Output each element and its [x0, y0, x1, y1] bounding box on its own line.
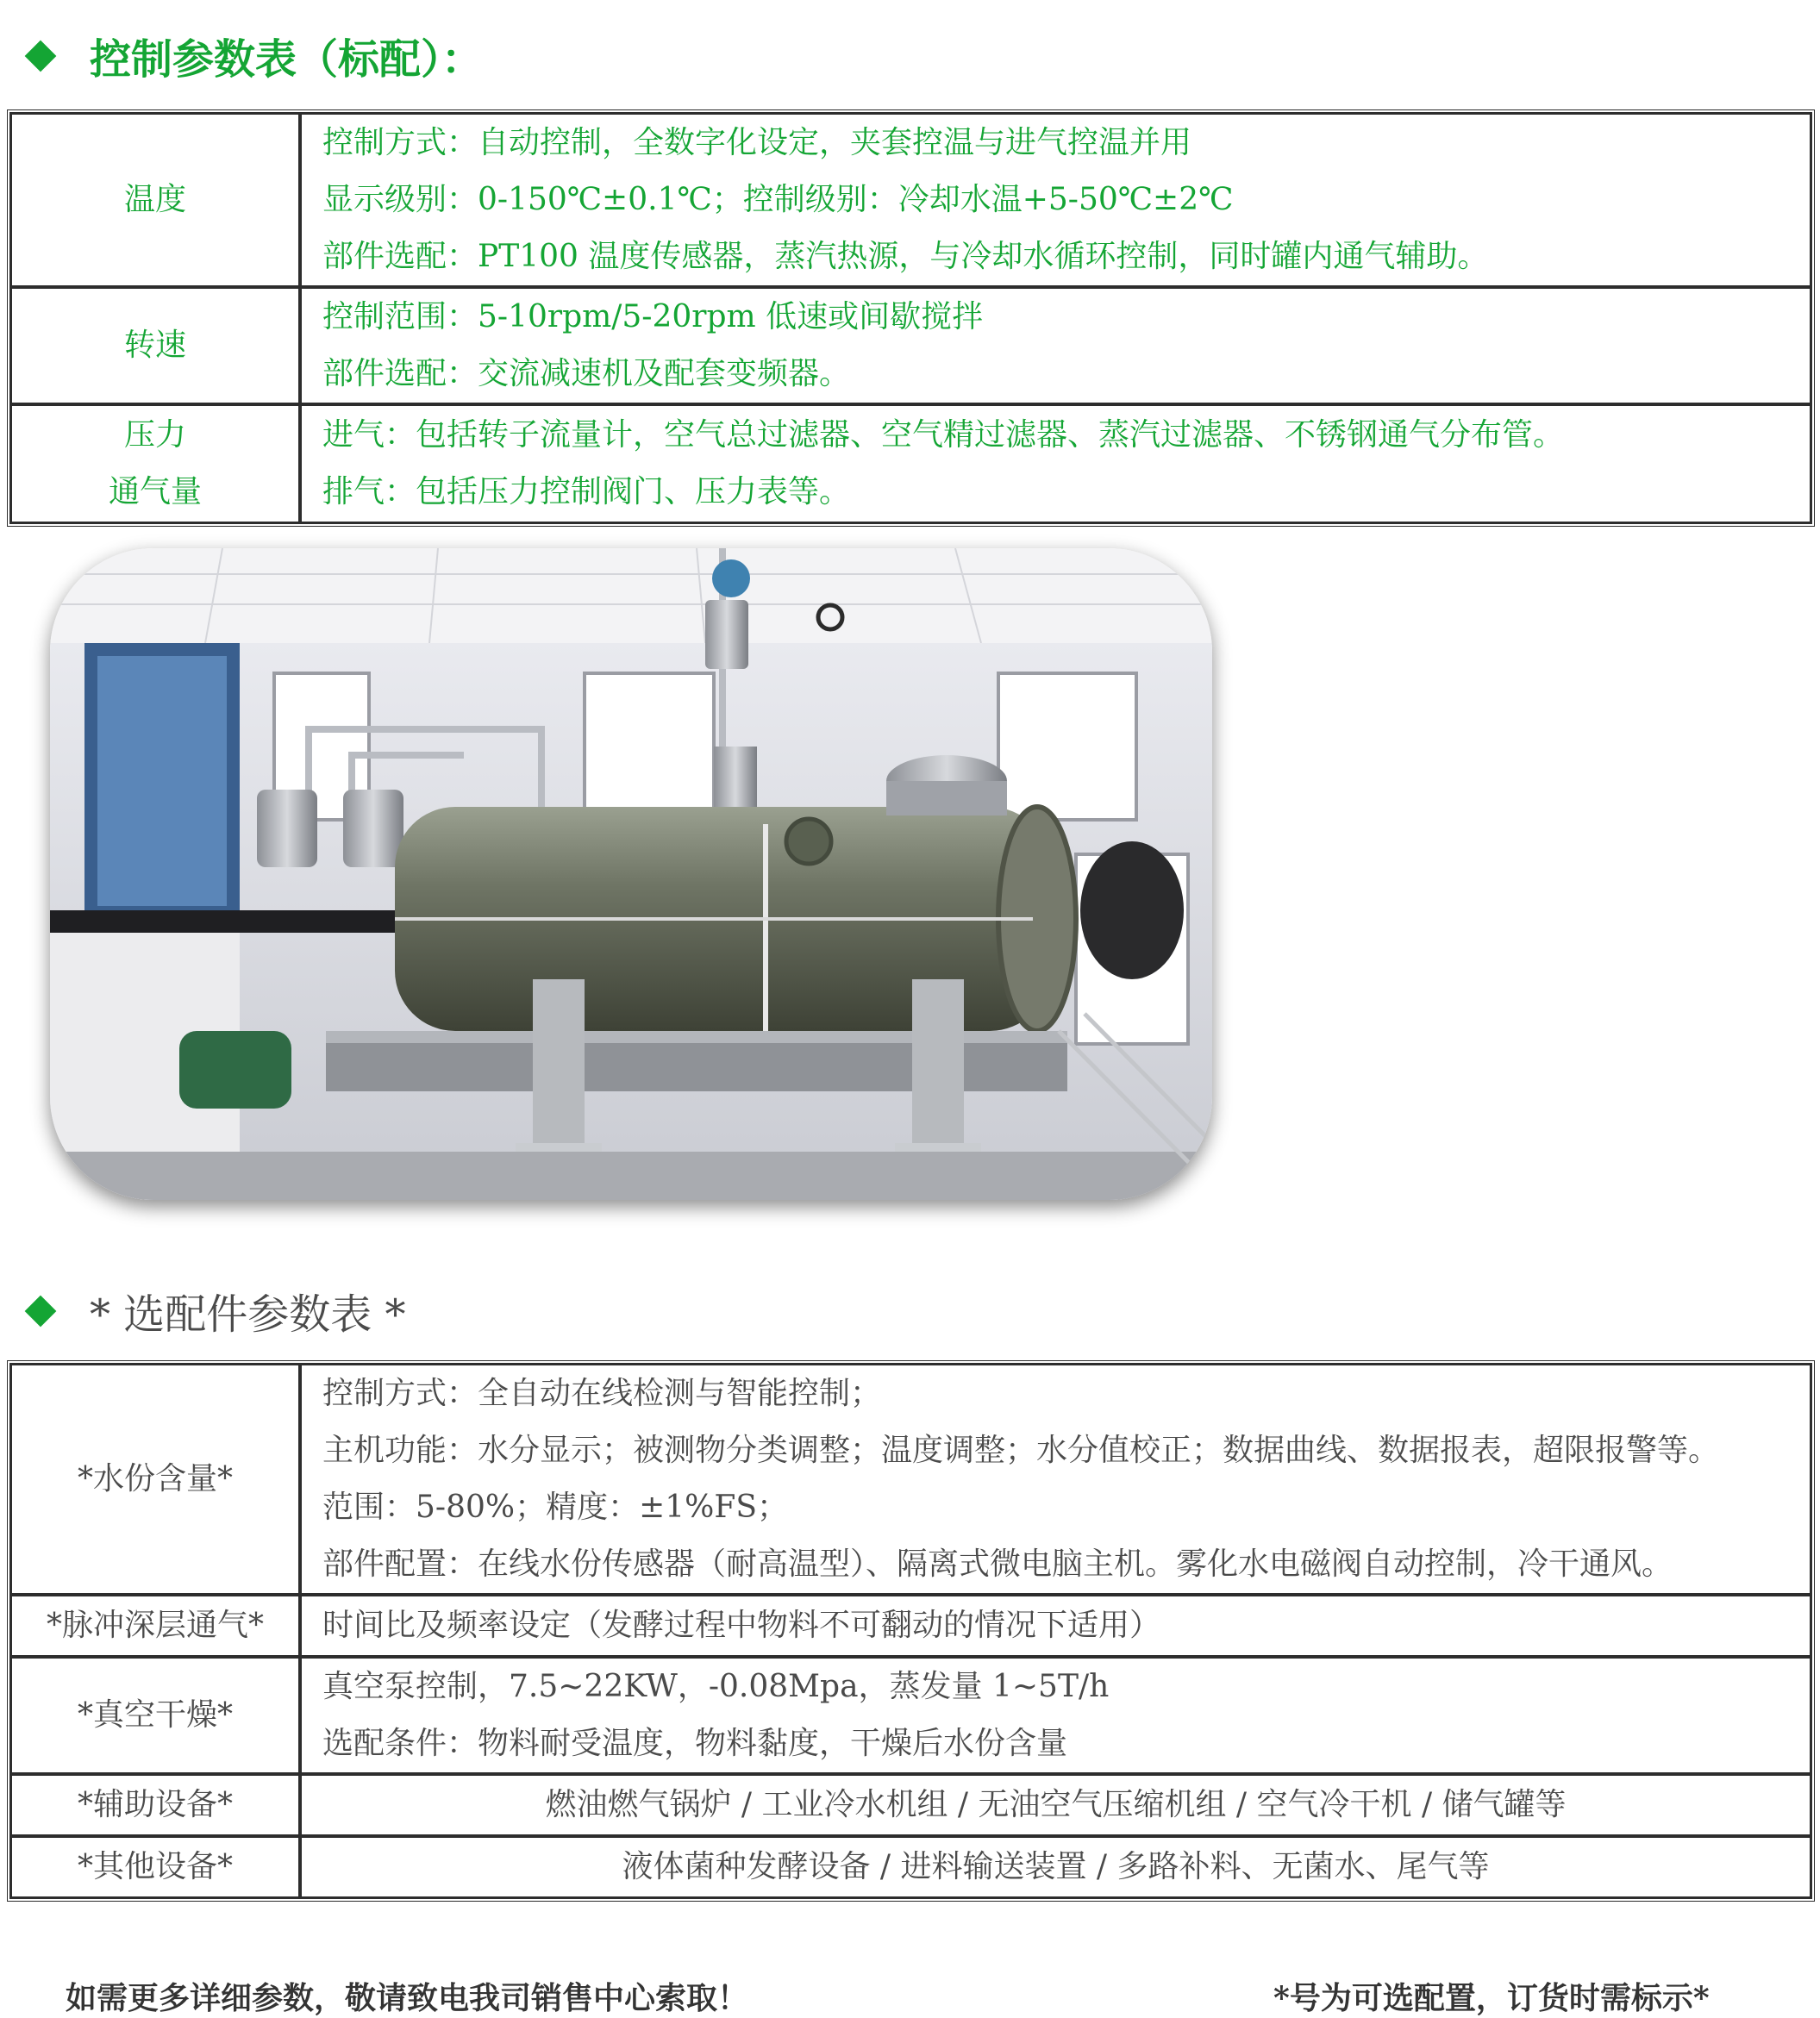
row-label-other: *其他设备* [10, 1836, 300, 1898]
footer-optional-note: *号为可选配置，订货时需标示* [1273, 1980, 1710, 2016]
row-label-speed [10, 287, 300, 404]
section-heading-standard [17, 26, 483, 85]
table-row [10, 1774, 1811, 1836]
content-line: 范围：5-80%；精度：±1%FS； [322, 1490, 789, 1525]
row-label-pulse-aeration: *脉冲深层通气* [10, 1595, 300, 1657]
row-content [300, 1836, 1811, 1898]
section-heading-optional [17, 1281, 406, 1340]
content-line: 显示级别：0-150℃±0.1℃；控制级别：冷却水温+5-50℃±2℃ [322, 182, 1234, 217]
diamond-bullet-icon [25, 1295, 57, 1327]
label-line: 压力 [123, 417, 186, 453]
content-line: 部件选配：PT100 温度传感器，蒸汽热源，与冷却水循环控制，同时罐内通气辅助。 [322, 239, 1489, 274]
content-line: 控制方式：全自动在线检测与智能控制； [322, 1376, 882, 1411]
label-line: 通气量 [108, 474, 202, 509]
label-line: 转速 [123, 328, 186, 363]
row-content [300, 1774, 1811, 1836]
table-row [10, 1836, 1811, 1898]
table-row [10, 1364, 1811, 1595]
row-content [300, 1595, 1811, 1657]
optional-parameter-table [7, 1360, 1815, 1902]
content-line: 控制范围：5-10rpm/5-20rpm 低速或间歇搅拌 [322, 299, 984, 334]
content-line: 主机功能：水分显示；被测物分类调整；温度调整；水分值校正；数据曲线、数据报表，超限报警等。 [322, 1433, 1720, 1468]
footer-contact-note: 如需更多详细参数，敬请致电我司销售中心索取！ [66, 1980, 749, 2016]
row-label-auxiliary: *辅助设备* [10, 1774, 300, 1836]
row-label-pressure-airflow [10, 404, 300, 523]
row-content [300, 404, 1811, 523]
diamond-bullet-icon [25, 40, 57, 72]
row-label-vacuum-drying: *真空干燥* [10, 1657, 300, 1774]
content-line: 燃油燃气锅炉 / 工业冷水机组 / 无油空气压缩机组 / 空气冷干机 / 储气罐等 [545, 1787, 1567, 1822]
content-line: 进气：包括转子流量计，空气总过滤器、空气精过滤器、蒸汽过滤器、不锈钢通气分布管。 [322, 417, 1565, 453]
content-line: 选配条件：物料耐受温度，物料黏度，干燥后水份含量 [322, 1726, 1068, 1761]
table-row [10, 113, 1811, 287]
section-title: 控制参数表（标配）： [90, 35, 484, 84]
content-line: 时间比及频率设定（发酵过程中物料不可翻动的情况下适用） [322, 1608, 1161, 1643]
content-line: 真空泵控制，7.5~22KW，-0.08Mpa，蒸发量 1~5T/h [322, 1669, 1110, 1704]
content-line: 控制方式：自动控制，全数字化设定，夹套控温与进气控温并用 [322, 125, 1192, 160]
row-content [300, 1364, 1811, 1595]
row-content [300, 113, 1811, 287]
table-row [10, 287, 1811, 404]
standard-parameter-table [7, 109, 1815, 527]
table-row [10, 404, 1811, 523]
section-title: * 选配件参数表 * [90, 1290, 406, 1339]
content-line: 排气：包括压力控制阀门、压力表等。 [322, 474, 851, 509]
row-label-moisture: *水份含量* [10, 1364, 300, 1595]
content-line: 部件配置：在线水份传感器（耐高温型）、隔离式微电脑主机。雾化水电磁阀自动控制，冷干通风。 [322, 1546, 1673, 1582]
row-content [300, 287, 1811, 404]
row-content [300, 1657, 1811, 1774]
row-label-temperature [10, 113, 300, 287]
content-line: 液体菌种发酵设备 / 进料输送装置 / 多路补料、无菌水、尾气等 [622, 1849, 1490, 1884]
content-line: 部件选配：交流减速机及配套变频器。 [322, 356, 851, 391]
table-row [10, 1657, 1811, 1774]
table-row [10, 1595, 1811, 1657]
label-line: 温度 [123, 182, 186, 217]
equipment-photo [50, 548, 1212, 1200]
